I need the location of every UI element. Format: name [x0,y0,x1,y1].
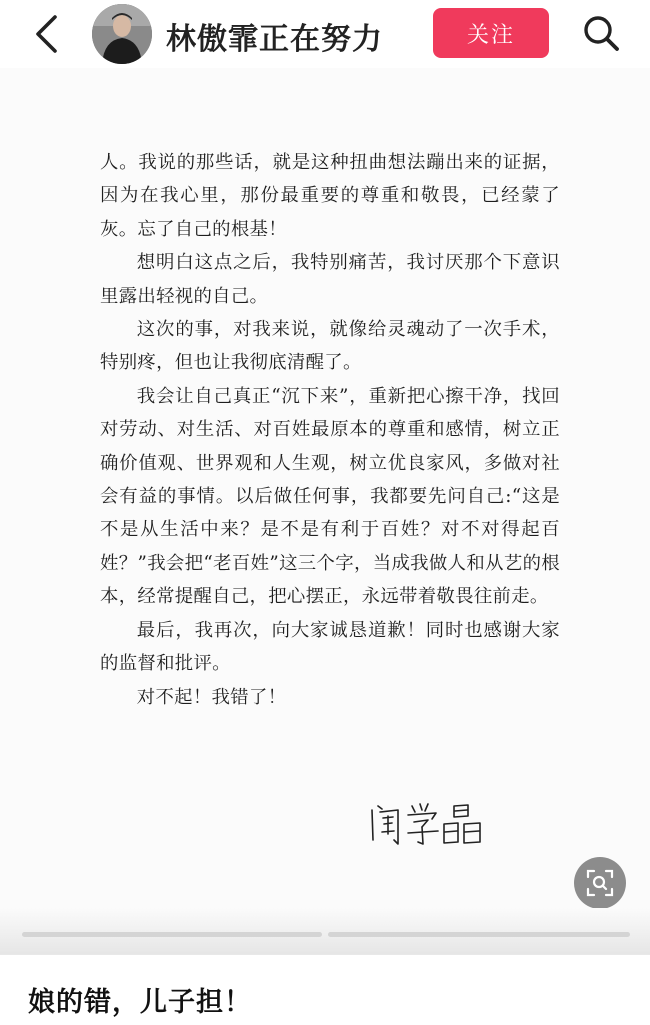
carousel-indicator-1[interactable] [22,932,322,937]
signature-drawing [368,800,498,856]
image-search-button[interactable] [574,857,626,909]
follow-button[interactable]: 关注 [433,8,549,58]
avatar-image [92,4,152,64]
search-icon [581,13,621,53]
image-bottom-fade [0,908,650,954]
post-title: 娘的错，儿子担！ [28,987,252,1018]
letter-paragraph-2: 想明白这点之后，我特别痛苦，我讨厌那个下意识里露出轻视的自己。 [100,252,560,307]
letter-paragraph-4: 我会让自己真正“沉下来”，重新把心擦干净，找回对劳动、对生活、对百姓最原本的尊重和感情，树立正确价值观、世界观和人生观，树立优良家风，多做对社会有益的事情。以后做任何事，我都要先问自己:“这是不是从生活中来？是不是有利于百姓？对不对得起百姓？”我会把“老百姓”这三个字，当成我做人和从艺的根本，经常提醒自己，把心摆正，永远带着敬畏往前走。 [100,385,560,608]
top-bar [0,0,650,68]
post-image[interactable] [0,68,650,928]
search-button[interactable] [578,10,624,56]
apology-letter-text [100,146,560,714]
author-avatar[interactable] [92,4,152,64]
handwritten-signature [368,800,498,856]
letter-paragraph-5: 最后，我再次，向大家诚恳道歉！同时也感谢大家的监督和批评。 [100,619,560,675]
letter-paragraph-6: 对不起！我错了！ [136,686,287,708]
letter-paragraph-1: 人。我说的那些话，就是这种扭曲想法蹦出来的证据，因为在我心里，那份最重要的尊重和敬畏，已经蒙了灰。忘了自己的根基！ [100,152,560,240]
image-search-icon [585,868,615,898]
carousel-indicator-2[interactable] [328,932,630,937]
letter-paragraph-3: 这次的事，对我来说，就像给灵魂动了一次手术，特别疼，但也让我彻底清醒了。 [100,319,560,374]
back-arrow-icon [33,14,59,54]
author-name[interactable]: 林傲霏正在努力 [166,22,383,57]
back-button[interactable] [24,12,68,56]
divider [0,954,650,955]
